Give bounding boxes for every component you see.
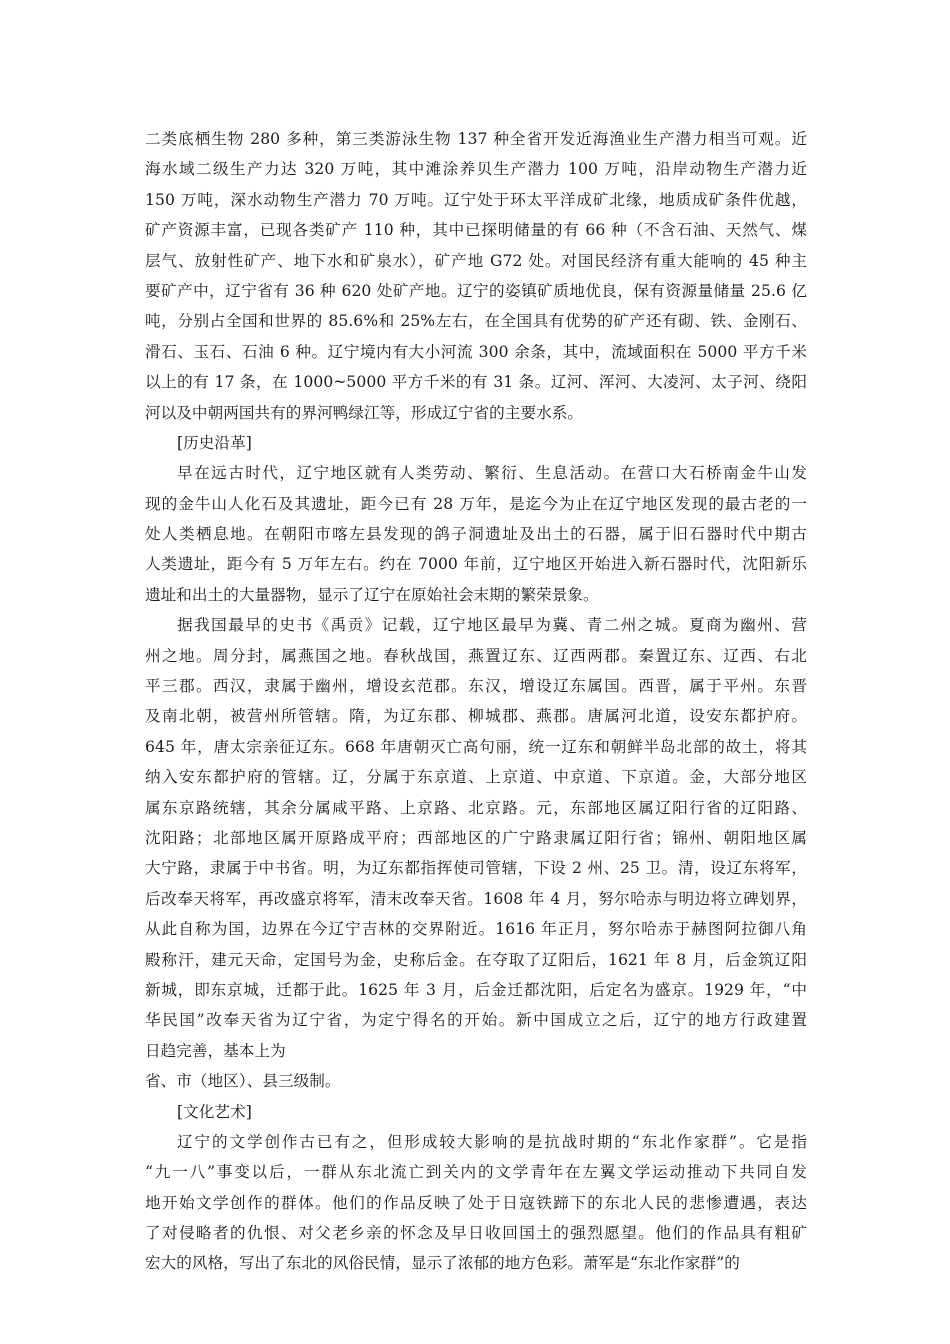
document-page xyxy=(145,124,807,1279)
text-line: 省、市（地区）、县三级制。 xyxy=(145,1072,341,1091)
text-line: “九一八”事变以后，一群从东北流亡到关内的文学青年在左翼文学运动推动下共同自发 xyxy=(145,1163,807,1182)
paragraph xyxy=(145,124,807,428)
text-line: 人类遗址，距今有 5 万年左右。约在 7000 年前，辽宁地区开始进入新石器时代，沈阳新乐 xyxy=(145,555,807,574)
text-line: 河以及中朝两国共有的界河鸭绿江等，形成辽宁省的主要水系。 xyxy=(145,403,584,422)
text-line: 及南北朝，被营州所管辖。隋，为辽东郡、柳城郡、燕郡。唐属河北道，设安东都护府。 xyxy=(145,707,807,726)
text-line: 了对侵略者的仇恨、对父老乡亲的怀念及早日收回国土的强烈愿望。他们的作品具有粗矿 xyxy=(145,1224,807,1243)
text-line: 早在远古时代，辽宁地区就有人类劳动、繁衍、生息活动。在营口大石桥南金牛山发 xyxy=(177,464,807,483)
text-line: 属东京路统辖，其余分属咸平路、上京路、北京路。元，东部地区属辽阳行省的辽阳路、 xyxy=(145,798,807,817)
text-line: 州之地。周分封，属燕国之地。春秋战国，燕置辽东、辽西两郡。秦置辽东、辽西、右北 xyxy=(145,646,807,665)
section-heading xyxy=(145,428,807,458)
text-line: 日趋完善，基本上为 xyxy=(145,1041,286,1060)
text-line: 海水域二级生产力达 320 万吨，其中滩涂养贝生产潜力 100 万吨，沿岸动物生产潜力近 xyxy=(145,160,807,179)
text-line: 据我国最早的史书《禹贡》记载，辽宁地区最早为冀、青二州之城。夏商为幽州、营 xyxy=(177,616,807,635)
text-line: 宏大的风格，写出了东北的风俗民情，显示了浓郁的地方色彩。萧军是“东北作家群”的 xyxy=(145,1254,740,1273)
text-line: 以上的有 17 条，在 1000~5000 平方千米的有 31 条。辽河、浑河、大凌河、太子河、绕阳 xyxy=(145,373,807,392)
text-line: 吨，分别占全国和世界的 85.6%和 25%左右，在全国具有优势的矿产还有砌、铁、金刚石、 xyxy=(145,312,807,331)
text-line: 从此自称为国，边界在今辽宁吉林的交界附近。1616 年正月，努尔哈赤于赫图阿拉御八角 xyxy=(145,920,807,939)
section-heading xyxy=(145,1097,807,1127)
text-line: 大宁路，隶属于中书省。明，为辽东都指挥使司管辖，下设 2 州、25 卫。清，设辽东将军， xyxy=(145,859,807,878)
text-line: 殿称汗，建元天命，定国号为金，史称后金。在夺取了辽阳后，1621 年 8 月，后金筑辽阳 xyxy=(145,950,807,969)
text-line: 新城，即东京城，迁都于此。1625 年 3 月，后金迁都沈阳，后定名为盛京。1929 年，“中 xyxy=(145,980,807,999)
paragraph xyxy=(145,1127,807,1279)
text-line: 矿产资源丰富，已现各类矿产 110 种，其中已探明储量的有 66 种（不含石油、天然气、煤 xyxy=(145,221,807,240)
heading-text: [历史沿革] xyxy=(177,433,252,452)
heading-text: [文化艺术] xyxy=(177,1102,252,1121)
text-line: 纳入安东都护府的管辖。辽，分属于东京道、上京道、中京道、下京道。金，大部分地区 xyxy=(145,768,807,787)
text-line: 地开始文学创作的群体。他们的作品反映了处于日寇铁蹄下的东北人民的悲惨遭遇，表达 xyxy=(145,1193,807,1212)
text-line: 层气、放射性矿产、地下水和矿泉水），矿产地 G72 处。对国民经济有重大能响的 45 种主 xyxy=(145,251,807,270)
text-line: 后改奉天将军，再改盛京将军，清末改奉天省。1608 年 4 月，努尔哈赤与明边将立碑划界， xyxy=(145,889,807,908)
text-line: 处人类栖息地。在朝阳市喀左县发现的鸽子洞遗址及出土的石器，属于旧石器时代中期古 xyxy=(145,525,807,544)
paragraph xyxy=(145,458,807,610)
text-line: 华民国”改奉天省为辽宁省，为定宁得名的开始。新中国成立之后，辽宁的地方行政建置 xyxy=(145,1011,807,1030)
text-line: 二类底栖生物 280 多种，第三类游泳生物 137 种全省开发近海渔业生产潜力相当可观。近 xyxy=(145,130,807,148)
text-line: 150 万吨，深水动物生产潜力 70 万吨。辽宁处于环太平洋成矿北缘，地质成矿条件优越， xyxy=(145,190,807,209)
text-line: 645 年，唐太宗亲征辽东。668 年唐朝灭亡高句丽，统一辽东和朝鲜半岛北部的故土，将其 xyxy=(145,737,807,756)
text-line: 辽宁的文学创作古已有之，但形成较大影响的是抗战时期的“东北作家群”。它是指 xyxy=(177,1132,807,1151)
text-line: 遗址和出土的大量器物，显示了辽宁在原始社会末期的繁荣景象。 xyxy=(145,585,599,604)
paragraph xyxy=(145,1066,807,1096)
paragraph xyxy=(145,610,807,1066)
text-line: 要矿产中，辽宁省有 36 种 620 处矿产地。辽宁的姿镇矿质地优良，保有资源量储量 25.6 亿 xyxy=(145,281,807,300)
text-line: 滑石、玉石、石油 6 种。辽宁境内有大小河流 300 余条，其中，流域面积在 5000 平方千米 xyxy=(145,342,807,361)
text-line: 沈阳路；北部地区属开原路成平府；西部地区的广宁路隶属辽阳行省；锦州、朝阳地区属 xyxy=(145,828,807,847)
text-line: 现的金牛山人化石及其遗址，距今已有 28 万年，是迄今为止在辽宁地区发现的最古老的一 xyxy=(145,494,807,513)
text-line: 平三郡。西汉，隶属于幽州，增设玄范郡。东汉，增设辽东属国。西晋，属于平州。东晋 xyxy=(145,677,807,696)
